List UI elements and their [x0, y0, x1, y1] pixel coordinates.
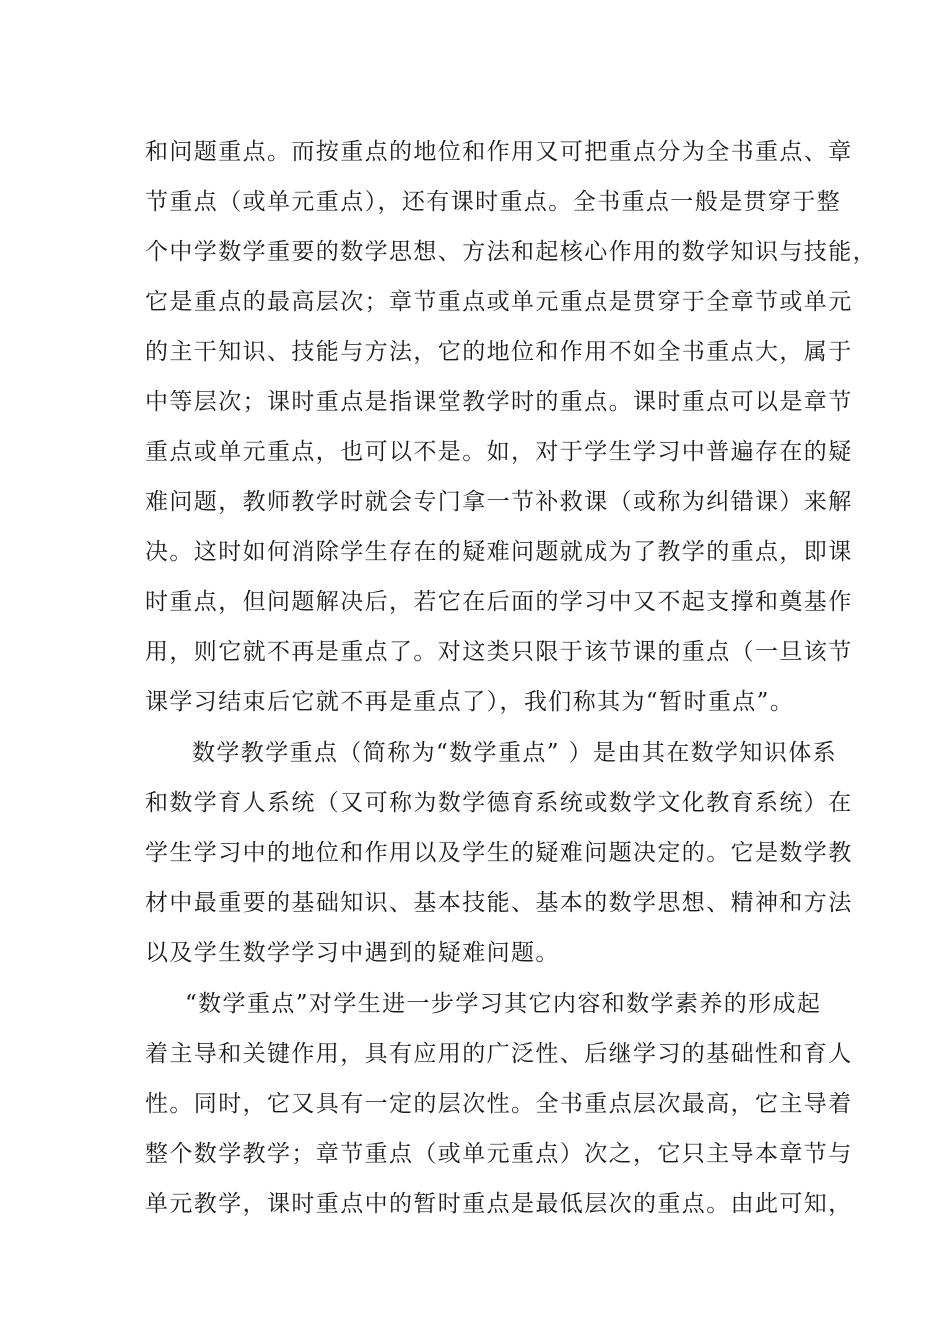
text-line: 用，则它就不再是重点了。对这类只限于该节课的重点（一旦该节	[145, 639, 853, 665]
text-line: 单元教学，课时重点中的暂时重点是最低层次的重点。由此可知，	[145, 1191, 853, 1217]
text-line: 着主导和关键作用，具有应用的广泛性、后继学习的基础性和育人	[145, 1041, 853, 1067]
text-line: 个中学数学重要的数学思想、方法和起核心作用的数学知识与技能，	[145, 239, 877, 265]
text-line: 时重点，但问题解决后，若它在后面的学习中又不起支撑和奠基作	[145, 589, 853, 615]
text-line: 它是重点的最高层次；章节重点或单元重点是贯穿于全章节或单元	[145, 289, 853, 315]
text-line: 课学习结束后它就不再是重点了），我们称其为“暂时重点”。	[145, 689, 795, 715]
text-line: “数学重点”对学生进一步学习其它内容和数学素养的形成起	[185, 991, 822, 1017]
text-line: 难问题，教师教学时就会专门拿一节补救课（或称为纠错课）来解	[145, 489, 853, 515]
text-line: 和问题重点。而按重点的地位和作用又可把重点分为全书重点、章	[145, 139, 853, 165]
text-line: 材中最重要的基础知识、基本技能、基本的数学思想、精神和方法	[145, 890, 853, 916]
text-line: 重点或单元重点，也可以不是。如，对于学生学习中普遍存在的疑	[145, 439, 853, 465]
text-line: 和数学育人系统（又可称为数学德育系统或数学文化教育系统）在	[145, 790, 853, 816]
text-line: 以及学生数学学习中遇到的疑难问题。	[145, 940, 560, 966]
text-line: 整个数学教学；章节重点（或单元重点）次之，它只主导本章节与	[145, 1141, 853, 1167]
text-line: 中等层次；课时重点是指课堂教学时的重点。课时重点可以是章节	[145, 389, 853, 415]
text-line: 的主干知识、技能与方法，它的地位和作用不如全书重点大，属于	[145, 339, 853, 365]
text-line: 性。同时，它又具有一定的层次性。全书重点层次最高，它主导着	[145, 1091, 853, 1117]
text-line: 学生学习中的地位和作用以及学生的疑难问题决定的。它是数学教	[145, 840, 853, 866]
text-line: 节重点（或单元重点），还有课时重点。全书重点一般是贯穿于整	[145, 189, 842, 215]
text-line: 决。这时如何消除学生存在的疑难问题就成为了教学的重点，即课	[145, 539, 853, 565]
text-line: 数学教学重点（简称为“数学重点” ）是由其在数学知识体系	[192, 740, 838, 766]
